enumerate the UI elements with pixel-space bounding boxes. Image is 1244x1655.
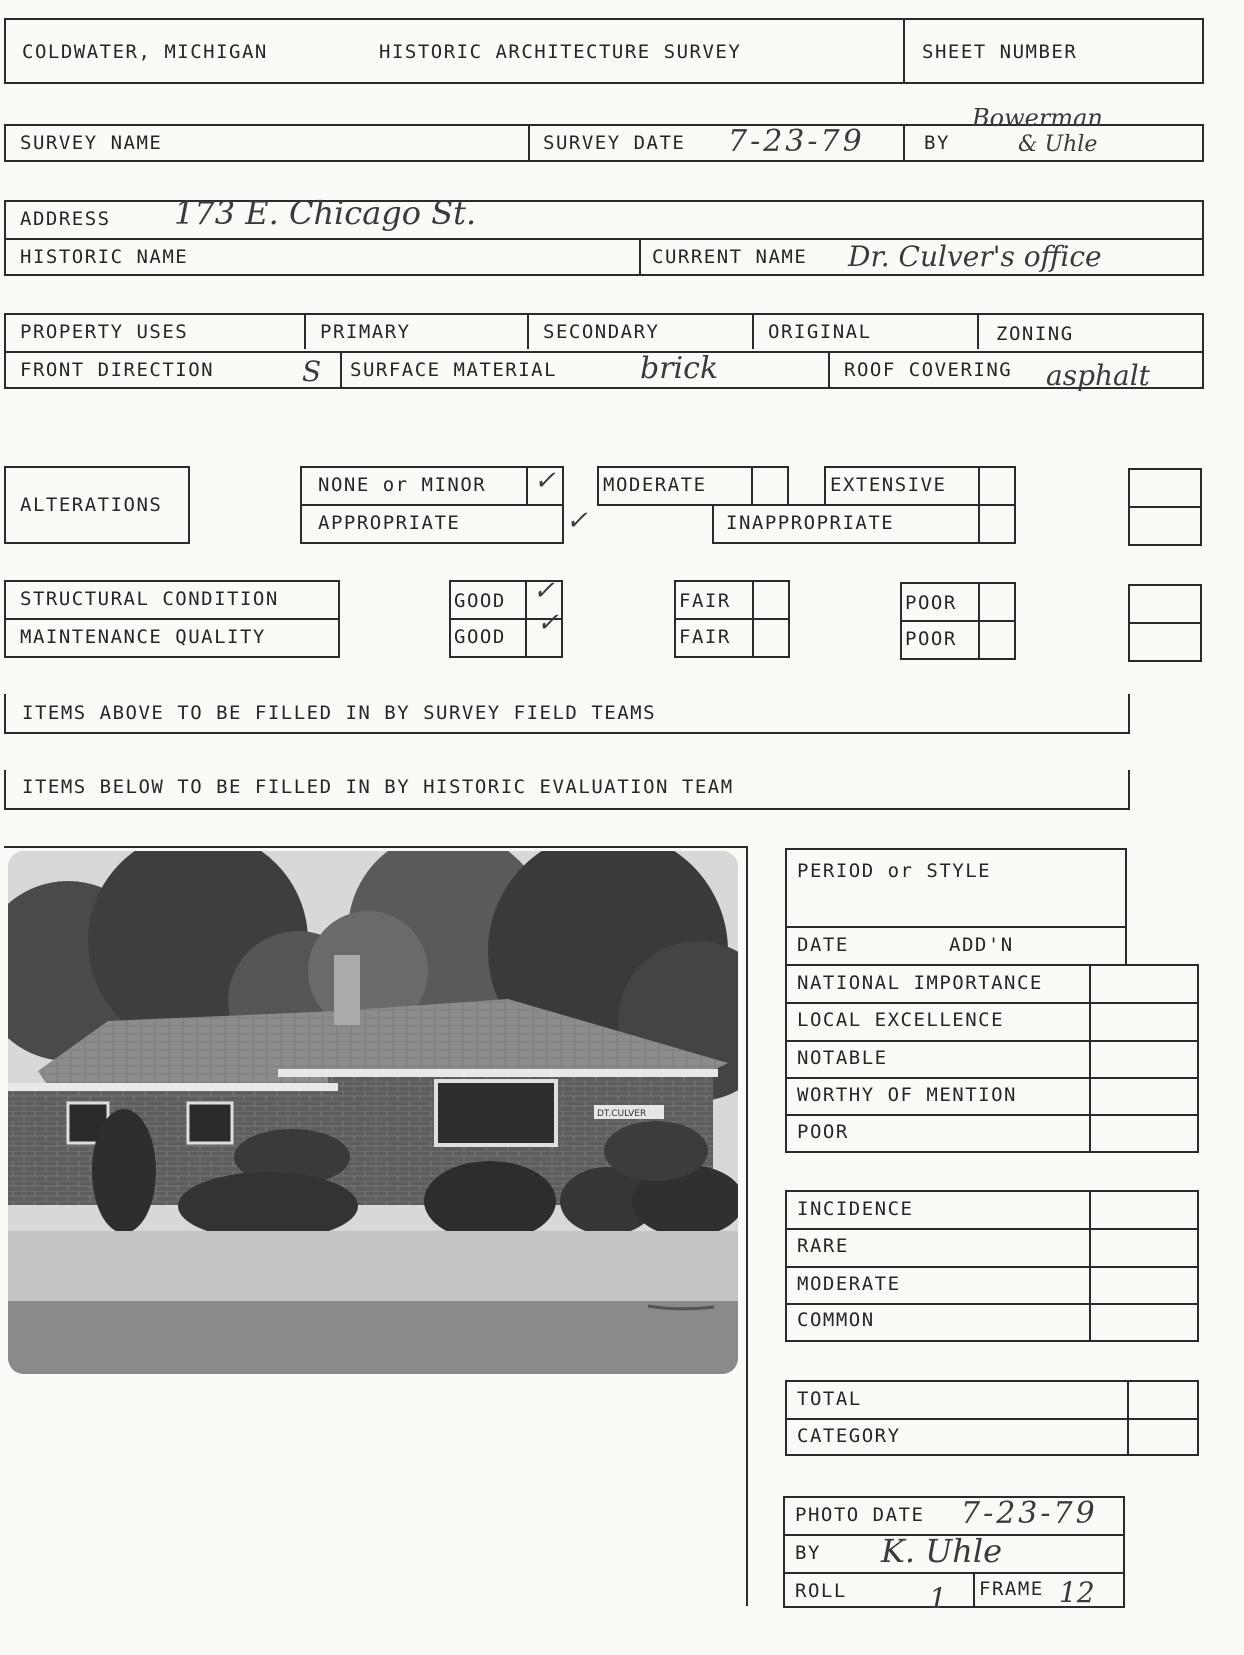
incidence-common: COMMON [797,1309,875,1331]
poor-label-2: POOR [905,628,957,650]
surface-material-value: brick [640,351,719,386]
none-minor-box [300,466,588,544]
house-photo-drawing [8,851,738,1374]
structural-condition-label: STRUCTURAL CONDITION [20,588,279,610]
current-name-value: Dr. Culver's office [848,240,1102,273]
roof-covering-label: ROOF COVERING [844,359,1013,381]
fair-label-2: FAIR [679,626,731,648]
photo-date-label: PHOTO DATE [795,1504,925,1526]
survey-name-label: SURVEY NAME [20,132,163,154]
category-label: CATEGORY [797,1425,901,1447]
moderate-label: MODERATE [603,474,707,496]
original-label: ORIGINAL [768,321,872,343]
good-label-2: GOOD [454,626,506,648]
good-label-1: GOOD [454,590,506,612]
survey-date-value: 7-23-79 [728,124,865,159]
importance-box [785,964,1199,1153]
poor-label-1: POOR [905,592,957,614]
none-minor-check: ✓ [534,466,556,496]
office-sign-text: DT.CULVER [597,1109,647,1119]
roof-covering-value: asphalt [1046,359,1150,392]
eval-row-worthy: WORTHY OF MENTION [797,1084,1017,1106]
survey-by-label: BY [924,132,950,154]
addn-label: ADD'N [949,934,1014,956]
header-box [4,18,1204,84]
above-note: ITEMS ABOVE TO BE FILLED IN BY SURVEY FIELD TEAMS [22,702,657,724]
none-minor-label: NONE or MINOR [318,474,487,496]
survey-by-value-1: Bowerman [972,104,1103,132]
alterations-score-box [1128,468,1202,546]
alterations-label-box [4,466,190,544]
eval-row-local: LOCAL EXCELLENCE [797,1009,1005,1031]
below-note-box [4,770,1130,810]
roll-label: ROLL [795,1580,847,1602]
zoning-label: ZONING [996,323,1074,345]
front-direction-value: S [302,355,322,388]
frame-label: FRAME [979,1578,1044,1600]
total-label: TOTAL [797,1388,862,1410]
primary-label: PRIMARY [320,321,411,343]
incidence-label: INCIDENCE [797,1198,914,1220]
current-name-label: CURRENT NAME [652,246,808,268]
eval-row-notable: NOTABLE [797,1047,888,1069]
moderate-box [597,466,789,506]
building-photograph [8,851,738,1374]
condition-label-box [4,580,340,658]
totals-box [785,1380,1199,1456]
eval-row-national: NATIONAL IMPORTANCE [797,972,1043,994]
address-box [4,194,1204,276]
surface-material-label: SURFACE MATERIAL [350,359,558,381]
above-note-box [4,694,1130,734]
property-box [4,313,1204,392]
date-addn-box [785,926,1127,966]
photo-by-label: BY [795,1542,821,1564]
extensive-box [824,466,1016,506]
survey-by-value-2: & Uhle [1018,132,1098,157]
secondary-label: SECONDARY [543,321,660,343]
survey-box [4,104,1204,162]
appropriate-check: ✓ [566,506,588,536]
structural-good-check: ✓ [533,576,555,606]
header-title: HISTORIC ARCHITECTURE SURVEY [379,41,742,63]
alterations-label: ALTERATIONS [20,494,163,516]
address-label: ADDRESS [20,208,111,230]
appropriate-label: APPROPRIATE [318,512,461,534]
property-uses-label: PROPERTY USES [20,321,189,343]
extensive-label: EXTENSIVE [830,474,947,496]
survey-date-label: SURVEY DATE [543,132,686,154]
condition-score-box [1128,584,1202,662]
historic-name-label: HISTORIC NAME [20,246,189,268]
good-box [449,576,563,658]
date-label: DATE [797,934,849,956]
incidence-rare: RARE [797,1235,849,1257]
frame-value: 12 [1059,1576,1095,1609]
poor-box [900,582,1016,660]
sheet-number-label: SHEET NUMBER [922,41,1078,63]
maintenance-good-check: ✓ [537,608,559,638]
fair-box [674,580,790,658]
inappropriate-label: INAPPROPRIATE [726,512,895,534]
maintenance-quality-label: MAINTENANCE QUALITY [20,626,266,648]
roll-value: 1 [929,1582,947,1615]
fair-label-1: FAIR [679,590,731,612]
header-city: COLDWATER, MICHIGAN [22,41,268,63]
incidence-box [785,1190,1199,1342]
incidence-moderate: MODERATE [797,1273,901,1295]
photo-date-value: 7-23-79 [961,1496,1098,1531]
below-note: ITEMS BELOW TO BE FILLED IN BY HISTORIC EVALUATION TEAM [22,776,734,798]
photo-by-value: K. Uhle [881,1532,1002,1570]
photo-info-box [783,1496,1125,1615]
period-style-label: PERIOD or STYLE [797,860,992,882]
inappropriate-box [712,504,1016,544]
period-style-box [785,848,1127,928]
front-direction-label: FRONT DIRECTION [20,359,215,381]
address-value: 173 E. Chicago St. [174,194,477,232]
eval-row-poor: POOR [797,1121,849,1143]
